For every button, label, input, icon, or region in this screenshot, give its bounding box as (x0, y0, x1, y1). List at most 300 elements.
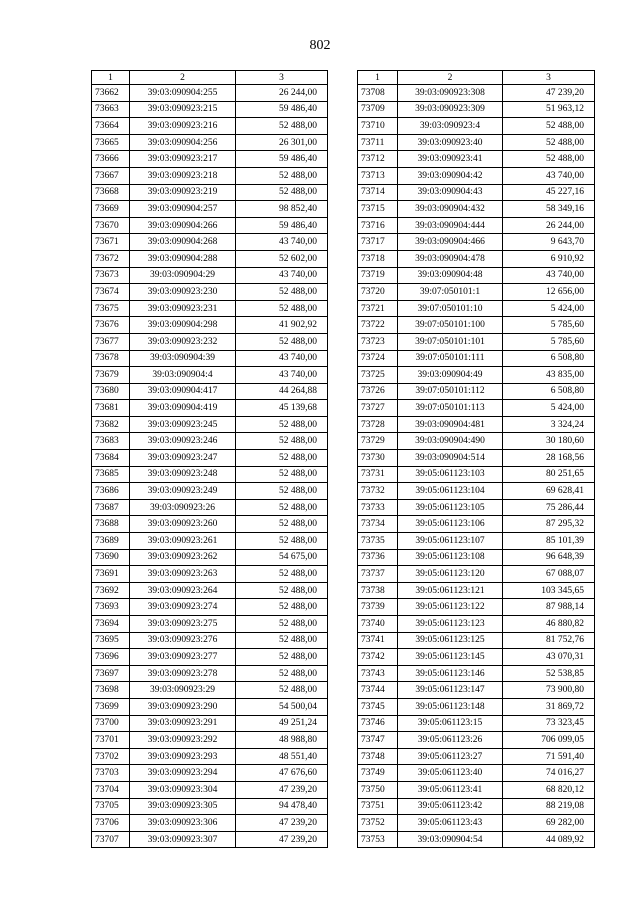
cadastral-number-cell: 39:05:061123:108 (398, 549, 503, 566)
cadastral-number-cell: 39:03:090923:307 (130, 831, 236, 848)
value-cell: 59 486,40 (236, 151, 328, 168)
table-row (358, 533, 595, 550)
table-row (92, 765, 328, 782)
row-number-cell: 73678 (92, 350, 130, 367)
table-row (92, 450, 328, 467)
row-number-cell: 73740 (358, 616, 398, 633)
row-number-cell: 73744 (358, 682, 398, 699)
cadastral-number-cell: 39:03:090923:231 (130, 300, 236, 317)
value-cell: 28 168,56 (503, 450, 595, 467)
value-cell: 46 880,82 (503, 616, 595, 633)
cadastral-number-cell: 39:05:061123:43 (398, 815, 503, 832)
row-number-cell: 73715 (358, 201, 398, 218)
table-row (358, 217, 595, 234)
row-number-cell: 73669 (92, 201, 130, 218)
row-number-cell: 73705 (92, 798, 130, 815)
cadastral-number-cell: 39:05:061123:40 (398, 765, 503, 782)
value-cell: 41 902,92 (236, 317, 328, 334)
table-row (92, 566, 328, 583)
row-number-cell: 73706 (92, 815, 130, 832)
value-cell: 103 345,65 (503, 582, 595, 599)
table-row (358, 632, 595, 649)
row-number-cell: 73711 (358, 134, 398, 151)
value-cell: 96 648,39 (503, 549, 595, 566)
cadastral-number-cell: 39:03:090923:249 (130, 483, 236, 500)
table-row (358, 151, 595, 168)
row-number-cell: 73751 (358, 798, 398, 815)
row-number-cell: 73708 (358, 85, 398, 102)
table-row (92, 549, 328, 566)
cadastral-number-cell: 39:03:090904:29 (130, 267, 236, 284)
table-row (358, 549, 595, 566)
value-cell: 73 323,45 (503, 715, 595, 732)
value-cell: 43 740,00 (236, 350, 328, 367)
row-number-cell: 73746 (358, 715, 398, 732)
value-cell: 47 239,20 (236, 781, 328, 798)
cadastral-number-cell: 39:05:061123:106 (398, 516, 503, 533)
row-number-cell: 73726 (358, 383, 398, 400)
table-row (358, 234, 595, 251)
row-number-cell: 73700 (92, 715, 130, 732)
value-cell: 26 244,00 (503, 217, 595, 234)
row-number-cell: 73686 (92, 483, 130, 500)
row-number-cell: 73671 (92, 234, 130, 251)
row-number-cell: 73703 (92, 765, 130, 782)
cadastral-number-cell: 39:03:090923:294 (130, 765, 236, 782)
cadastral-number-cell: 39:03:090923:26 (130, 499, 236, 516)
cadastral-number-cell: 39:03:090904:266 (130, 217, 236, 234)
table-row (358, 781, 595, 798)
cadastral-number-cell: 39:05:061123:120 (398, 566, 503, 583)
table-row (92, 698, 328, 715)
table-row (92, 632, 328, 649)
row-number-cell: 73709 (358, 101, 398, 118)
value-cell: 6 910,92 (503, 250, 595, 267)
table-row (92, 85, 328, 102)
column-header: 1 (92, 71, 130, 85)
table-row (358, 815, 595, 832)
value-cell: 48 988,80 (236, 732, 328, 749)
value-cell: 47 239,20 (236, 831, 328, 848)
row-number-cell: 73749 (358, 765, 398, 782)
table-row (358, 167, 595, 184)
row-number-cell: 73690 (92, 549, 130, 566)
cadastral-number-cell: 39:05:061123:125 (398, 632, 503, 649)
table-row (92, 367, 328, 384)
value-cell: 26 244,00 (236, 85, 328, 102)
cadastral-number-cell: 39:07:050101:111 (398, 350, 503, 367)
value-cell: 67 088,07 (503, 566, 595, 583)
row-number-cell: 73734 (358, 516, 398, 533)
cadastral-number-cell: 39:07:050101:113 (398, 400, 503, 417)
row-number-cell: 73682 (92, 416, 130, 433)
row-number-cell: 73672 (92, 250, 130, 267)
row-number-cell: 73724 (358, 350, 398, 367)
value-cell: 71 591,40 (503, 748, 595, 765)
row-number-cell: 73683 (92, 433, 130, 450)
value-cell: 52 488,00 (236, 184, 328, 201)
table-header-row (92, 71, 328, 85)
cadastral-number-cell: 39:03:090904:298 (130, 317, 236, 334)
cadastral-number-cell: 39:05:061123:27 (398, 748, 503, 765)
value-cell: 87 295,32 (503, 516, 595, 533)
row-number-cell: 73675 (92, 300, 130, 317)
cadastral-number-cell: 39:03:090904:256 (130, 134, 236, 151)
row-number-cell: 73680 (92, 383, 130, 400)
cadastral-number-cell: 39:05:061123:123 (398, 616, 503, 633)
cadastral-number-cell: 39:07:050101:1 (398, 284, 503, 301)
table-row (92, 665, 328, 682)
value-cell: 69 628,41 (503, 483, 595, 500)
value-cell: 30 180,60 (503, 433, 595, 450)
table-row (358, 350, 595, 367)
cadastral-number-cell: 39:03:090923:277 (130, 649, 236, 666)
cadastral-number-cell: 39:03:090904:490 (398, 433, 503, 450)
value-cell: 59 486,40 (236, 101, 328, 118)
cadastral-number-cell: 39:03:090923:245 (130, 416, 236, 433)
cadastral-number-cell: 39:05:061123:145 (398, 649, 503, 666)
cadastral-number-cell: 39:03:090923:308 (398, 85, 503, 102)
cadastral-number-cell: 39:03:090923:276 (130, 632, 236, 649)
cadastral-number-cell: 39:05:061123:104 (398, 483, 503, 500)
table-row (92, 317, 328, 334)
value-cell: 52 488,00 (236, 599, 328, 616)
table-row (92, 499, 328, 516)
cadastral-number-cell: 39:03:090923:304 (130, 781, 236, 798)
cadastral-number-cell: 39:05:061123:15 (398, 715, 503, 732)
table-row (92, 333, 328, 350)
cadastral-number-cell: 39:05:061123:146 (398, 665, 503, 682)
value-cell: 43 740,00 (236, 234, 328, 251)
table-header-row (358, 71, 595, 85)
table-row (358, 333, 595, 350)
table-row (358, 466, 595, 483)
row-number-cell: 73742 (358, 649, 398, 666)
table-row (358, 118, 595, 135)
value-cell: 52 488,00 (503, 118, 595, 135)
table-row (92, 217, 328, 234)
row-number-cell: 73668 (92, 184, 130, 201)
value-cell: 52 488,00 (236, 118, 328, 135)
value-cell: 52 488,00 (236, 333, 328, 350)
cadastral-number-cell: 39:03:090923:262 (130, 549, 236, 566)
table-row (92, 184, 328, 201)
cadastral-number-cell: 39:03:090923:219 (130, 184, 236, 201)
value-cell: 52 488,00 (236, 516, 328, 533)
value-cell: 52 488,00 (236, 582, 328, 599)
cadastral-number-cell: 39:03:090923:290 (130, 698, 236, 715)
table-row (358, 516, 595, 533)
value-cell: 52 488,00 (236, 450, 328, 467)
row-number-cell: 73676 (92, 317, 130, 334)
row-number-cell: 73718 (358, 250, 398, 267)
row-number-cell: 73725 (358, 367, 398, 384)
table-row (92, 582, 328, 599)
value-cell: 52 488,00 (236, 433, 328, 450)
table-row (92, 748, 328, 765)
row-number-cell: 73752 (358, 815, 398, 832)
cadastral-number-cell: 39:05:061123:26 (398, 732, 503, 749)
row-number-cell: 73717 (358, 234, 398, 251)
cadastral-number-cell: 39:07:050101:112 (398, 383, 503, 400)
cadastral-number-cell: 39:05:061123:121 (398, 582, 503, 599)
cadastral-number-cell: 39:03:090923:232 (130, 333, 236, 350)
cadastral-number-cell: 39:03:090923:275 (130, 616, 236, 633)
row-number-cell: 73694 (92, 616, 130, 633)
value-cell: 68 820,12 (503, 781, 595, 798)
value-cell: 9 643,70 (503, 234, 595, 251)
table-row (358, 85, 595, 102)
table-row (92, 383, 328, 400)
value-cell: 52 488,00 (236, 483, 328, 500)
value-cell: 80 251,65 (503, 466, 595, 483)
value-cell: 94 478,40 (236, 798, 328, 815)
row-number-cell: 73707 (92, 831, 130, 848)
value-cell: 74 016,27 (503, 765, 595, 782)
row-number-cell: 73696 (92, 649, 130, 666)
cadastral-number-cell: 39:03:090923:215 (130, 101, 236, 118)
value-cell: 69 282,00 (503, 815, 595, 832)
cadastral-number-cell: 39:03:090923:247 (130, 450, 236, 467)
table-row (92, 433, 328, 450)
cadastral-number-cell: 39:03:090923:41 (398, 151, 503, 168)
value-cell: 44 264,88 (236, 383, 328, 400)
table-row (92, 599, 328, 616)
cadastral-number-cell: 39:03:090904:257 (130, 201, 236, 218)
cadastral-number-cell: 39:03:090923:216 (130, 118, 236, 135)
table-row (92, 118, 328, 135)
value-cell: 88 219,08 (503, 798, 595, 815)
row-number-cell: 73738 (358, 582, 398, 599)
value-cell: 6 508,80 (503, 350, 595, 367)
cadastral-number-cell: 39:03:090923:248 (130, 466, 236, 483)
row-number-cell: 73750 (358, 781, 398, 798)
table-row (358, 748, 595, 765)
value-cell: 49 251,24 (236, 715, 328, 732)
cadastral-number-cell: 39:03:090923:293 (130, 748, 236, 765)
row-number-cell: 73677 (92, 333, 130, 350)
table-row (92, 284, 328, 301)
cadastral-number-cell: 39:05:061123:42 (398, 798, 503, 815)
column-header: 1 (358, 71, 398, 85)
cadastral-number-cell: 39:05:061123:122 (398, 599, 503, 616)
cadastral-number-cell: 39:07:050101:10 (398, 300, 503, 317)
row-number-cell: 73743 (358, 665, 398, 682)
cadastral-number-cell: 39:03:090923:264 (130, 582, 236, 599)
cadastral-number-cell: 39:03:090904:444 (398, 217, 503, 234)
cadastral-number-cell: 39:05:061123:107 (398, 533, 503, 550)
row-number-cell: 73741 (358, 632, 398, 649)
cadastral-number-cell: 39:03:090923:4 (398, 118, 503, 135)
table-row (92, 300, 328, 317)
table-row (358, 367, 595, 384)
cadastral-number-cell: 39:03:090904:288 (130, 250, 236, 267)
row-number-cell: 73665 (92, 134, 130, 151)
cadastral-number-cell: 39:03:090904:432 (398, 201, 503, 218)
table-row (92, 815, 328, 832)
column-header: 3 (236, 71, 328, 85)
value-cell: 52 602,00 (236, 250, 328, 267)
table-row (358, 300, 595, 317)
table-row (358, 616, 595, 633)
table-row (92, 400, 328, 417)
value-cell: 52 488,00 (236, 649, 328, 666)
table-row (358, 317, 595, 334)
cadastral-number-cell: 39:03:090923:309 (398, 101, 503, 118)
value-cell: 706 099,05 (503, 732, 595, 749)
cadastral-number-cell: 39:03:090904:49 (398, 367, 503, 384)
cadastral-number-cell: 39:03:090904:478 (398, 250, 503, 267)
value-cell: 26 301,00 (236, 134, 328, 151)
cadastral-number-cell: 39:03:090923:218 (130, 167, 236, 184)
cadastral-number-cell: 39:03:090923:263 (130, 566, 236, 583)
table-row (92, 134, 328, 151)
value-cell: 52 488,00 (236, 682, 328, 699)
row-number-cell: 73736 (358, 549, 398, 566)
row-number-cell: 73735 (358, 533, 398, 550)
cadastral-number-cell: 39:03:090904:54 (398, 831, 503, 848)
row-number-cell: 73716 (358, 217, 398, 234)
value-cell: 47 239,20 (503, 85, 595, 102)
table-row (92, 649, 328, 666)
cadastral-number-cell: 39:03:090923:246 (130, 433, 236, 450)
value-cell: 75 286,44 (503, 499, 595, 516)
table-row (358, 566, 595, 583)
table-row (358, 267, 595, 284)
row-number-cell: 73732 (358, 483, 398, 500)
row-number-cell: 73753 (358, 831, 398, 848)
value-cell: 58 349,16 (503, 201, 595, 218)
value-cell: 52 538,85 (503, 665, 595, 682)
table-row (92, 781, 328, 798)
cadastral-number-cell: 39:03:090904:43 (398, 184, 503, 201)
cadastral-number-cell: 39:05:061123:103 (398, 466, 503, 483)
row-number-cell: 73714 (358, 184, 398, 201)
row-number-cell: 73748 (358, 748, 398, 765)
value-cell: 51 963,12 (503, 101, 595, 118)
table-row (358, 400, 595, 417)
row-number-cell: 73704 (92, 781, 130, 798)
table-row (358, 582, 595, 599)
cadastral-number-cell: 39:07:050101:101 (398, 333, 503, 350)
table-row (358, 599, 595, 616)
row-number-cell: 73689 (92, 533, 130, 550)
registry-table-left (91, 70, 328, 848)
value-cell: 81 752,76 (503, 632, 595, 649)
row-number-cell: 73729 (358, 433, 398, 450)
value-cell: 52 488,00 (236, 300, 328, 317)
table-row (92, 798, 328, 815)
table-row (358, 649, 595, 666)
value-cell: 54 500,04 (236, 698, 328, 715)
row-number-cell: 73730 (358, 450, 398, 467)
cadastral-number-cell: 39:03:090923:306 (130, 815, 236, 832)
row-number-cell: 73663 (92, 101, 130, 118)
column-header: 2 (130, 71, 236, 85)
value-cell: 3 324,24 (503, 416, 595, 433)
row-number-cell: 73674 (92, 284, 130, 301)
row-number-cell: 73702 (92, 748, 130, 765)
value-cell: 52 488,00 (236, 499, 328, 516)
value-cell: 43 740,00 (236, 367, 328, 384)
value-cell: 5 785,60 (503, 317, 595, 334)
table-row (92, 466, 328, 483)
row-number-cell: 73737 (358, 566, 398, 583)
row-number-cell: 73722 (358, 317, 398, 334)
cadastral-number-cell: 39:03:090904:466 (398, 234, 503, 251)
cadastral-number-cell: 39:03:090923:278 (130, 665, 236, 682)
table-row (92, 483, 328, 500)
row-number-cell: 73679 (92, 367, 130, 384)
cadastral-number-cell: 39:03:090904:268 (130, 234, 236, 251)
row-number-cell: 73745 (358, 698, 398, 715)
table-row (358, 433, 595, 450)
table-row (358, 665, 595, 682)
cadastral-number-cell: 39:03:090923:217 (130, 151, 236, 168)
row-number-cell: 73684 (92, 450, 130, 467)
table-row (92, 167, 328, 184)
cadastral-number-cell: 39:03:090923:40 (398, 134, 503, 151)
cadastral-number-cell: 39:03:090923:305 (130, 798, 236, 815)
cadastral-number-cell: 39:03:090904:417 (130, 383, 236, 400)
row-number-cell: 73721 (358, 300, 398, 317)
row-number-cell: 73691 (92, 566, 130, 583)
table-row (92, 682, 328, 699)
table-row (92, 831, 328, 848)
row-number-cell: 73681 (92, 400, 130, 417)
row-number-cell: 73712 (358, 151, 398, 168)
cadastral-number-cell: 39:03:090923:292 (130, 732, 236, 749)
row-number-cell: 73710 (358, 118, 398, 135)
value-cell: 87 988,14 (503, 599, 595, 616)
table-row (358, 798, 595, 815)
cadastral-number-cell: 39:07:050101:100 (398, 317, 503, 334)
table-row (92, 533, 328, 550)
row-number-cell: 73692 (92, 582, 130, 599)
column-header: 2 (398, 71, 503, 85)
row-number-cell: 73693 (92, 599, 130, 616)
row-number-cell: 73687 (92, 499, 130, 516)
row-number-cell: 73731 (358, 466, 398, 483)
value-cell: 43 070,31 (503, 649, 595, 666)
cadastral-number-cell: 39:03:090923:230 (130, 284, 236, 301)
value-cell: 73 900,80 (503, 682, 595, 699)
value-cell: 5 424,00 (503, 400, 595, 417)
row-number-cell: 73666 (92, 151, 130, 168)
cadastral-number-cell: 39:03:090904:42 (398, 167, 503, 184)
value-cell: 5 424,00 (503, 300, 595, 317)
value-cell: 44 089,92 (503, 831, 595, 848)
table-row (92, 616, 328, 633)
row-number-cell: 73728 (358, 416, 398, 433)
cadastral-number-cell: 39:03:090904:39 (130, 350, 236, 367)
table-row (92, 732, 328, 749)
table-row (358, 831, 595, 848)
value-cell: 52 488,00 (236, 416, 328, 433)
value-cell: 12 656,00 (503, 284, 595, 301)
cadastral-number-cell: 39:03:090923:260 (130, 516, 236, 533)
value-cell: 52 488,00 (236, 566, 328, 583)
table-row (358, 134, 595, 151)
row-number-cell: 73701 (92, 732, 130, 749)
row-number-cell: 73720 (358, 284, 398, 301)
value-cell: 85 101,39 (503, 533, 595, 550)
value-cell: 47 676,60 (236, 765, 328, 782)
value-cell: 52 488,00 (236, 665, 328, 682)
table-row (358, 383, 595, 400)
row-number-cell: 73723 (358, 333, 398, 350)
row-number-cell: 73670 (92, 217, 130, 234)
